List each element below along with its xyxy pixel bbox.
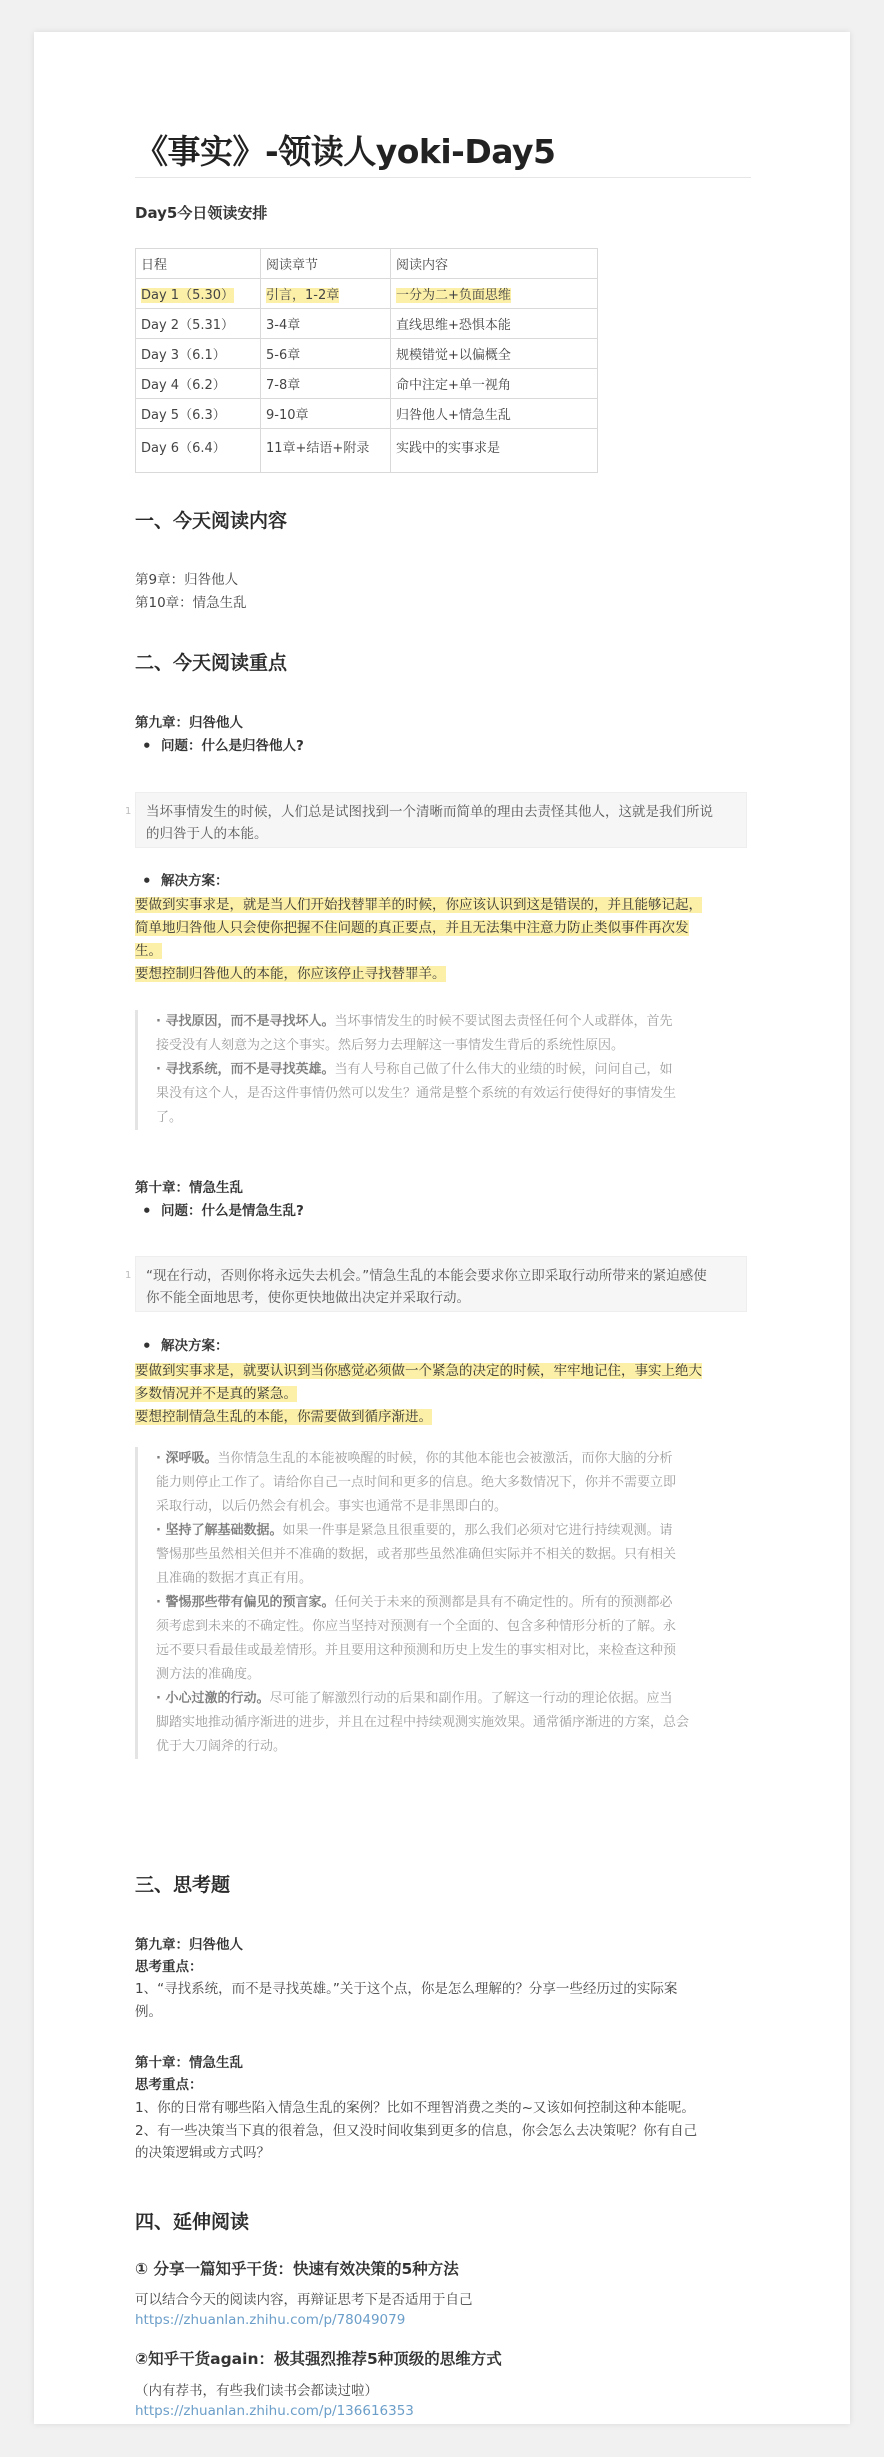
ext-item1-title: ① 分享一篇知乎干货：快速有效决策的5种方法 xyxy=(135,2260,459,2278)
table-cell: Day 2（5.31） xyxy=(136,309,261,339)
s3-ch10-line: 2、有一些决策当下真的很着急，但又没时间收集到更多的信息，你会怎么去决策呢？你有自己 xyxy=(135,2123,698,2139)
ch9-notes-quote xyxy=(135,1010,751,1130)
section4-heading: 四、延伸阅读 xyxy=(135,2211,250,2233)
note-line: 测方法的准确度。 xyxy=(156,1667,261,1682)
table-cell: 3-4章 xyxy=(261,309,391,339)
table-cell: 9-10章 xyxy=(261,399,391,429)
s3-ch9-line: 例。 xyxy=(135,2004,162,2020)
note-line: 了。 xyxy=(156,1110,183,1125)
ch10-notes-quote xyxy=(135,1447,751,1759)
s3-ch10-focus: 思考重点： xyxy=(135,2077,203,2093)
highlight-line: 要想控制情急生乱的本能，你需要做到循序渐进。 xyxy=(135,1409,432,1425)
note-line: 须考虑到未来的不确定性。你应当坚持对预测有一个全面的、包含多种情形分析的了解。永 xyxy=(156,1619,677,1634)
highlight-line: 生。 xyxy=(135,943,162,959)
table-row xyxy=(136,369,598,399)
note-line: 脚踏实地推动循序渐进的进步，并且在过程中持续观测实施效果。通常循序渐进的方案，总会 xyxy=(156,1715,690,1730)
section2-heading: 二、今天阅读重点 xyxy=(135,652,288,674)
reading-line: 第9章：归咎他人 xyxy=(135,572,239,588)
table-header-cell: 阅读章节 xyxy=(261,249,391,279)
highlight-line: 要做到实事求是，就要认识到当你感觉必须做一个紧急的决定的时候，牢牢地记住，事实上绝大 xyxy=(135,1363,702,1379)
table-cell: 一分为二+负面思维 xyxy=(396,288,511,303)
schedule-table xyxy=(135,248,598,473)
note-line: 接受没有人刻意为之这个事实。然后努力去理解这一事情发生背后的系统性原因。 xyxy=(156,1038,625,1053)
schedule-subtitle: Day5今日领读安排 xyxy=(135,204,268,222)
note-item: · 寻找系统，而不是寻找英雄。当有人号称自己做了什么伟大的业绩的时候，问问自己，如 xyxy=(156,1062,673,1077)
ch10-quote-block xyxy=(125,1256,747,1312)
table-cell: 11章+结语+附录 xyxy=(261,429,391,473)
table-cell: 引言，1-2章 xyxy=(266,288,340,303)
quote-line-number: 1 xyxy=(125,806,132,817)
table-header-cell: 阅读内容 xyxy=(391,249,598,279)
section3-heading: 三、思考题 xyxy=(135,1874,231,1896)
table-cell: 实践中的实事求是 xyxy=(391,429,598,473)
s3-ch10-line: 的决策逻辑或方式吗？ xyxy=(135,2145,270,2161)
table-cell: 直线思维+恐惧本能 xyxy=(391,309,598,339)
ext-item2-link[interactable]: https://zhuanlan.zhihu.com/p/136616353 xyxy=(135,2403,414,2419)
note-line: 远不要只看最佳或最差情形。并且要用这种预测和历史上发生的事实相对比，来检查这种预 xyxy=(156,1643,677,1658)
table-header-cell: 日程 xyxy=(136,249,261,279)
s3-ch10-label: 第十章：情急生乱 xyxy=(135,2055,243,2071)
table-cell: 5-6章 xyxy=(261,339,391,369)
s3-ch9-line: 1、“寻找系统，而不是寻找英雄。”关于这个点，你是怎么理解的？分享一些经历过的实际案 xyxy=(135,1981,678,1997)
table-row xyxy=(136,279,598,309)
table-cell: 归咎他人+情急生乱 xyxy=(391,399,598,429)
highlight-line: 多数情况并不是真的紧急。 xyxy=(135,1386,297,1402)
ch9-label: 第九章：归咎他人 xyxy=(135,715,243,731)
document-page xyxy=(34,32,850,2424)
table-row xyxy=(136,309,598,339)
ch10-solution xyxy=(135,1360,751,1429)
ext-item2-title: ②知乎干货again：极其强烈推荐5种顶级的思维方式 xyxy=(135,2350,502,2368)
note-line: 且准确的数据才真正有用。 xyxy=(156,1571,313,1586)
table-row xyxy=(136,399,598,429)
note-item: · 坚持了解基础数据。如果一件事是紧急且很重要的，那么我们必须对它进行持续观测。请 xyxy=(156,1523,673,1538)
table-row xyxy=(136,429,598,473)
note-line: 警惕那些虽然相关但并不准确的数据，或者那些虽然准确但实际并不相关的数据。只有相关 xyxy=(156,1547,677,1562)
ch10-question: • 问题：什么是情急生乱? xyxy=(135,1200,304,1222)
ext-item1-link[interactable]: https://zhuanlan.zhihu.com/p/78049079 xyxy=(135,2312,406,2328)
highlight-line: 要做到实事求是，就是当人们开始找替罪羊的时候，你应该认识到这是错误的，并且能够记起， xyxy=(135,897,702,913)
table-row xyxy=(136,339,598,369)
quote-line-number: 1 xyxy=(125,1270,132,1281)
ext-item1-desc: 可以结合今天的阅读内容，再辩证思考下是否适用于自己 xyxy=(135,2292,473,2308)
note-item: · 深呼吸。当你情急生乱的本能被唤醒的时候，你的其他本能也会被激活，而你大脑的分析 xyxy=(156,1451,673,1466)
ch9-quote-block xyxy=(125,792,747,848)
s3-ch9-focus: 思考重点： xyxy=(135,1959,203,1975)
section1-heading: 一、今天阅读内容 xyxy=(135,510,288,532)
quote-line: 的归咎于人的本能。 xyxy=(146,826,268,842)
note-item: · 寻找原因，而不是寻找坏人。当坏事情发生的时候不要试图去责怪任何个人或群体，首先 xyxy=(156,1014,673,1029)
ch10-label: 第十章：情急生乱 xyxy=(135,1180,243,1196)
s3-ch9-label: 第九章：归咎他人 xyxy=(135,1937,243,1953)
title-divider xyxy=(135,177,751,178)
table-cell: 规模错觉+以偏概全 xyxy=(391,339,598,369)
highlight-line: 要想控制归咎他人的本能，你应该停止寻找替罪羊。 xyxy=(135,966,446,982)
table-cell: 7-8章 xyxy=(261,369,391,399)
ext-item2-desc: （内有荐书，有些我们读书会都读过啦） xyxy=(135,2383,378,2399)
ch9-question: • 问题：什么是归咎他人? xyxy=(135,735,304,757)
table-header-row xyxy=(136,249,598,279)
note-line: 优于大刀阔斧的行动。 xyxy=(156,1739,287,1754)
note-line: 能力则停止工作了。请给你自己一点时间和更多的信息。绝大多数情况下，你并不需要立即 xyxy=(156,1475,677,1490)
note-line: 果没有这个人，是否这件事情仍然可以发生？通常是整个系统的有效运行使得好的事情发生 xyxy=(156,1086,677,1101)
table-cell: Day 1（5.30） xyxy=(141,288,235,303)
note-item: · 警惕那些带有偏见的预言家。任何关于未来的预测都是具有不确定性的。所有的预测都必 xyxy=(156,1595,673,1610)
s3-ch10-line: 1、你的日常有哪些陷入情急生乱的案例？比如不理智消费之类的~又该如何控制这种本能呢。 xyxy=(135,2100,695,2116)
ch10-solution-label: • 解决方案： xyxy=(135,1335,229,1357)
table-cell: 命中注定+单一视角 xyxy=(391,369,598,399)
table-cell: Day 6（6.4） xyxy=(136,429,261,473)
quote-line: 当坏事情发生的时候，人们总是试图找到一个清晰而简单的理由去责怪其他人，这就是我们所说 xyxy=(146,804,713,820)
table-cell: Day 4（6.2） xyxy=(136,369,261,399)
table-cell: Day 3（6.1） xyxy=(136,339,261,369)
ch9-solution-label: • 解决方案： xyxy=(135,870,229,892)
quote-line: 你不能全面地思考，使你更快地做出决定并采取行动。 xyxy=(146,1290,470,1306)
ch9-solution xyxy=(135,894,751,986)
highlight-line: 简单地归咎他人只会使你把握不住问题的真正要点，并且无法集中注意力防止类似事件再次发 xyxy=(135,920,689,936)
table-cell: Day 5（6.3） xyxy=(136,399,261,429)
note-item: · 小心过激的行动。尽可能了解激烈行动的后果和副作用。了解这一行动的理论依据。应当 xyxy=(156,1691,673,1706)
doc-title: 《事实》-领读人yoki-Day5 xyxy=(135,132,556,171)
note-line: 采取行动，以后仍然会有机会。事实也通常不是非黑即白的。 xyxy=(156,1499,508,1514)
quote-line: “现在行动，否则你将永远失去机会。”情急生乱的本能会要求你立即采取行动所带来的紧迫感使 xyxy=(146,1268,707,1284)
reading-line: 第10章：情急生乱 xyxy=(135,595,247,611)
